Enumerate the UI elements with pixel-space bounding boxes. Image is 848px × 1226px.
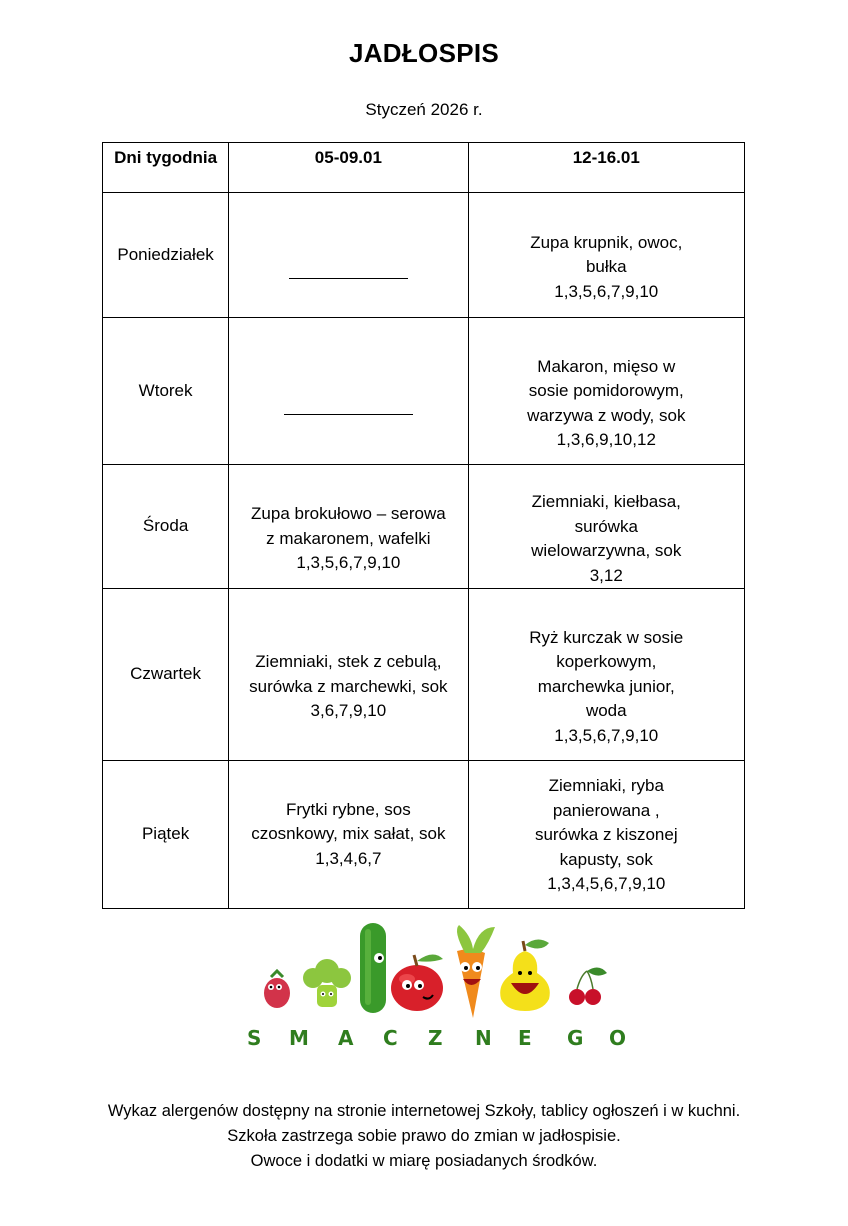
meal-line: warzywa z wody, sok [527, 405, 686, 425]
meal-cell-week1 [229, 465, 468, 589]
allergen-codes: 3,6,7,9,10 [310, 701, 387, 721]
broccoli-icon [303, 959, 351, 1007]
table-row [103, 318, 745, 465]
raspberry-icon [264, 971, 290, 1008]
page-title: JADŁOSPIS [348, 38, 500, 68]
meal-line: z makaronem, wafelki [266, 528, 431, 548]
month-subtitle: Styczeń 2026 r. [365, 100, 483, 119]
meal-line: Ziemniaki, ryba [548, 776, 664, 796]
changes-note: Szkoła zastrzega sobie prawo do zmian w jadłospisie. [227, 1127, 621, 1145]
meal-cell-week2 [468, 589, 744, 761]
svg-text:S: S [247, 1026, 262, 1050]
footer-notes [0, 1099, 848, 1174]
fruit-note: Owoce i dodatki w miarę posiadanych środków. [250, 1152, 598, 1170]
meal-cell-week2 [468, 193, 744, 318]
meal-cell-week2 [468, 318, 744, 465]
smacznego-illustration [195, 913, 665, 1073]
table-row [103, 465, 745, 589]
table-row [103, 761, 745, 909]
meal-line: Makaron, mięso w [537, 356, 676, 376]
day-label: Poniedziałek [103, 193, 229, 318]
meal-line: Zupa brokułowo – serowa [251, 504, 446, 524]
meal-line: Ryż kurczak w sosie [529, 627, 684, 647]
svg-text:A: A [338, 1026, 354, 1050]
svg-text:N: N [475, 1026, 492, 1050]
column-header-week1: 05-09.01 [229, 143, 468, 193]
meal-line: Ziemniaki, stek z cebulą, [255, 652, 442, 672]
allergen-codes: 1,3,4,5,6,7,9,10 [547, 874, 666, 894]
allergen-codes: 1,3,5,6,7,9,10 [554, 281, 659, 301]
allergen-note: Wykaz alergenów dostępny na stronie internetowej Szkoły, tablicy ogłoszeń i w kuchni. [107, 1102, 741, 1120]
meal-line: Zupa krupnik, owoc, [530, 232, 683, 252]
meal-line: surówka z kiszonej [534, 825, 678, 845]
apple-icon [391, 954, 443, 1011]
blank-line [284, 414, 413, 415]
svg-text:E: E [518, 1026, 532, 1050]
meal-cell-week1 [229, 761, 468, 909]
allergen-codes: 1,3,5,6,7,9,10 [554, 725, 659, 745]
day-label: Środa [103, 465, 229, 589]
meal-line: sosie pomidorowym, [528, 381, 684, 400]
day-label: Piątek [103, 761, 229, 909]
meal-line: woda [585, 701, 627, 721]
menu-table [102, 142, 745, 909]
svg-text:C: C [383, 1026, 398, 1050]
table-row [103, 193, 745, 318]
allergen-codes: 3,12 [589, 565, 623, 585]
meal-cell-week1 [229, 193, 468, 318]
allergen-codes: 1,3,6,9,10,12 [556, 430, 656, 449]
table-header-row [103, 143, 745, 193]
table-row [103, 589, 745, 761]
meal-line: bułka [585, 257, 627, 277]
allergen-codes: 1,3,5,6,7,9,10 [296, 553, 401, 573]
meal-cell-week1 [229, 589, 468, 761]
day-label: Wtorek [103, 318, 229, 465]
meal-line: marchewka junior, [537, 676, 675, 696]
meal-line: koperkowym, [556, 652, 657, 672]
meal-cell-week1 [229, 318, 468, 465]
cucumber-icon [360, 923, 386, 1013]
carrot-icon [457, 925, 495, 1018]
meal-line: Ziemniaki, kiełbasa, [531, 492, 681, 511]
column-header-days: Dni tygodnia [103, 143, 229, 193]
meal-line: czosnkowy, mix sałat, sok [251, 824, 446, 844]
meal-cell-week2 [468, 465, 744, 589]
meal-line: surówka z marchewki, sok [249, 676, 448, 696]
meal-line: panierowana , [552, 800, 660, 820]
svg-text:O: O [609, 1026, 627, 1050]
day-label: Czwartek [103, 589, 229, 761]
svg-text:M: M [289, 1026, 309, 1050]
meal-line: wielowarzywna, sok [531, 541, 682, 560]
svg-text:Z: Z [428, 1026, 443, 1050]
svg-text:G: G [567, 1026, 584, 1050]
meal-line: Frytki rybne, sos [286, 799, 411, 819]
cherries-icon [569, 967, 607, 1005]
meal-line: kapusty, sok [559, 849, 653, 869]
blank-line [289, 278, 408, 279]
smacznego-caption [247, 1026, 626, 1050]
pear-icon [500, 939, 550, 1011]
column-header-week2: 12-16.01 [468, 143, 744, 193]
meal-cell-week2 [468, 761, 744, 909]
meal-line: surówka [574, 516, 638, 536]
allergen-codes: 1,3,4,6,7 [315, 848, 382, 868]
